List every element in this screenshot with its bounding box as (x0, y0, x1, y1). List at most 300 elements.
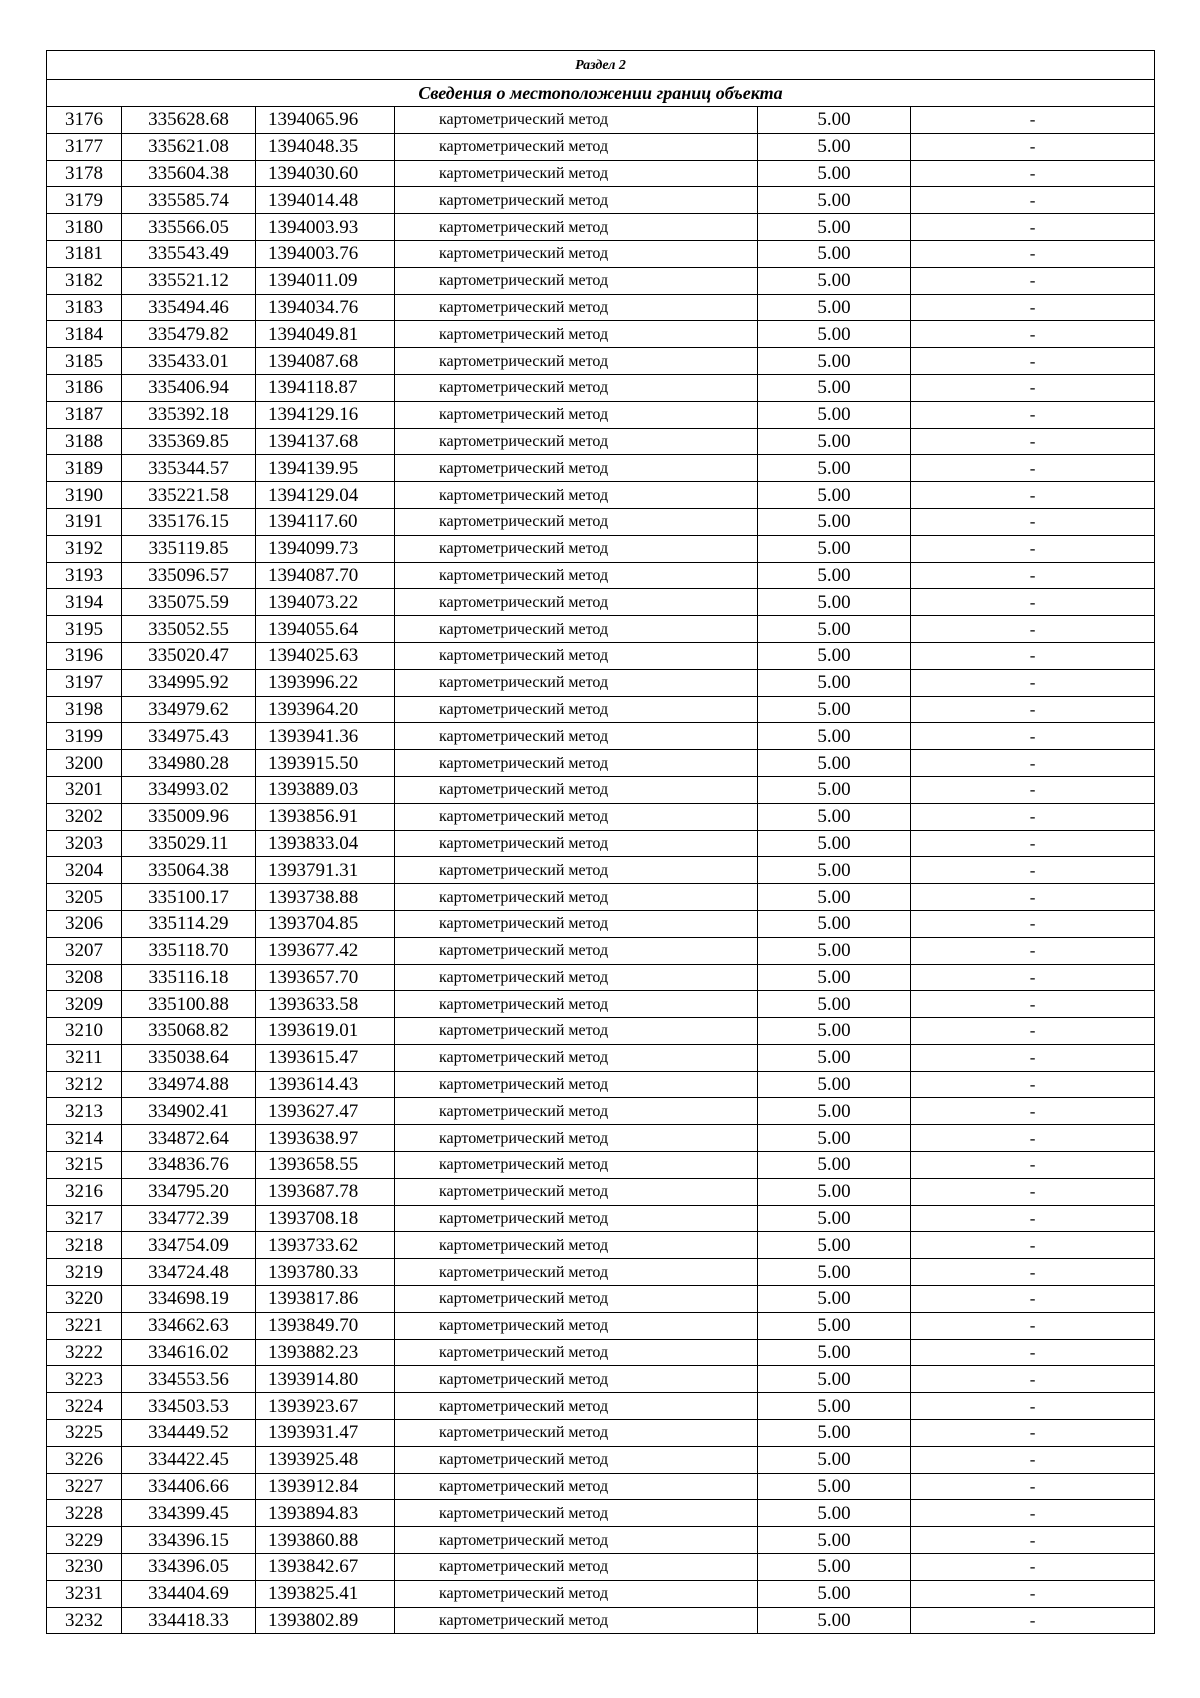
boundary-coordinates-table (46, 50, 1155, 1634)
method-cell: картометрический метод (395, 1259, 758, 1286)
precision-cell: 5.00 (758, 508, 911, 535)
point-number-cell: 3208 (47, 964, 122, 991)
method-cell: картометрический метод (395, 214, 758, 241)
table-row (47, 1312, 1155, 1339)
table-row (47, 294, 1155, 321)
x-coordinate-cell: 335433.01 (122, 348, 256, 375)
x-coordinate-cell: 334974.88 (122, 1071, 256, 1098)
y-coordinate-cell: 1393633.58 (256, 991, 395, 1018)
precision-cell: 5.00 (758, 884, 911, 911)
y-coordinate-cell: 1394137.68 (256, 428, 395, 455)
point-number-cell: 3179 (47, 187, 122, 214)
x-coordinate-cell: 334662.63 (122, 1312, 256, 1339)
description-cell: - (911, 267, 1155, 294)
method-cell: картометрический метод (395, 1312, 758, 1339)
x-coordinate-cell: 334754.09 (122, 1232, 256, 1259)
method-cell: картометрический метод (395, 267, 758, 294)
table-row (47, 401, 1155, 428)
point-number-cell: 3230 (47, 1554, 122, 1581)
precision-cell: 5.00 (758, 214, 911, 241)
point-number-cell: 3225 (47, 1420, 122, 1447)
table-row (47, 1420, 1155, 1447)
description-cell: - (911, 750, 1155, 777)
x-coordinate-cell: 334698.19 (122, 1286, 256, 1313)
method-cell: картометрический метод (395, 616, 758, 643)
precision-cell: 5.00 (758, 964, 911, 991)
table-row (47, 1152, 1155, 1179)
precision-cell: 5.00 (758, 482, 911, 509)
point-number-cell: 3186 (47, 374, 122, 401)
y-coordinate-cell: 1394030.60 (256, 160, 395, 187)
precision-cell: 5.00 (758, 187, 911, 214)
x-coordinate-cell: 335038.64 (122, 1044, 256, 1071)
table-row (47, 991, 1155, 1018)
x-coordinate-cell: 335029.11 (122, 830, 256, 857)
x-coordinate-cell: 335604.38 (122, 160, 256, 187)
y-coordinate-cell: 1394065.96 (256, 107, 395, 134)
description-cell: - (911, 321, 1155, 348)
x-coordinate-cell: 334553.56 (122, 1366, 256, 1393)
table-row (47, 482, 1155, 509)
point-number-cell: 3185 (47, 348, 122, 375)
table-row (47, 1286, 1155, 1313)
point-number-cell: 3219 (47, 1259, 122, 1286)
method-cell: картометрический метод (395, 1125, 758, 1152)
x-coordinate-cell: 335566.05 (122, 214, 256, 241)
point-number-cell: 3204 (47, 857, 122, 884)
x-coordinate-cell: 334795.20 (122, 1178, 256, 1205)
method-cell: картометрический метод (395, 1366, 758, 1393)
precision-cell: 5.00 (758, 1098, 911, 1125)
point-number-cell: 3191 (47, 508, 122, 535)
y-coordinate-cell: 1394099.73 (256, 535, 395, 562)
y-coordinate-cell: 1394011.09 (256, 267, 395, 294)
y-coordinate-cell: 1393833.04 (256, 830, 395, 857)
table-row (47, 321, 1155, 348)
method-cell: картометрический метод (395, 401, 758, 428)
method-cell: картометрический метод (395, 1152, 758, 1179)
table-row (47, 884, 1155, 911)
precision-cell: 5.00 (758, 589, 911, 616)
y-coordinate-cell: 1393912.84 (256, 1473, 395, 1500)
point-number-cell: 3188 (47, 428, 122, 455)
table-row (47, 964, 1155, 991)
table-row (47, 1393, 1155, 1420)
description-cell: - (911, 964, 1155, 991)
y-coordinate-cell: 1393860.88 (256, 1527, 395, 1554)
method-cell: картометрический метод (395, 482, 758, 509)
method-cell: картометрический метод (395, 1098, 758, 1125)
section-label: Раздел 2 (47, 51, 1155, 80)
y-coordinate-cell: 1393614.43 (256, 1071, 395, 1098)
precision-cell: 5.00 (758, 1366, 911, 1393)
description-cell: - (911, 562, 1155, 589)
precision-cell: 5.00 (758, 321, 911, 348)
x-coordinate-cell: 335221.58 (122, 482, 256, 509)
point-number-cell: 3198 (47, 696, 122, 723)
y-coordinate-cell: 1394048.35 (256, 133, 395, 160)
method-cell: картометрический метод (395, 884, 758, 911)
precision-cell: 5.00 (758, 1178, 911, 1205)
method-cell: картометрический метод (395, 857, 758, 884)
method-cell: картометрический метод (395, 1580, 758, 1607)
precision-cell: 5.00 (758, 750, 911, 777)
x-coordinate-cell: 334418.33 (122, 1607, 256, 1634)
precision-cell: 5.00 (758, 267, 911, 294)
description-cell: - (911, 1018, 1155, 1045)
table-row (47, 214, 1155, 241)
table-row (47, 428, 1155, 455)
table-row (47, 455, 1155, 482)
precision-cell: 5.00 (758, 1125, 911, 1152)
precision-cell: 5.00 (758, 1527, 911, 1554)
description-cell: - (911, 133, 1155, 160)
table-row (47, 508, 1155, 535)
table-row (47, 1071, 1155, 1098)
table-row (47, 696, 1155, 723)
table-row (47, 616, 1155, 643)
method-cell: картометрический метод (395, 1232, 758, 1259)
description-cell: - (911, 240, 1155, 267)
description-cell: - (911, 214, 1155, 241)
description-cell: - (911, 374, 1155, 401)
y-coordinate-cell: 1393638.97 (256, 1125, 395, 1152)
description-cell: - (911, 803, 1155, 830)
point-number-cell: 3232 (47, 1607, 122, 1634)
description-cell: - (911, 1366, 1155, 1393)
x-coordinate-cell: 335064.38 (122, 857, 256, 884)
method-cell: картометрический метод (395, 830, 758, 857)
point-number-cell: 3181 (47, 240, 122, 267)
description-cell: - (911, 1071, 1155, 1098)
y-coordinate-cell: 1394003.76 (256, 240, 395, 267)
table-row (47, 1232, 1155, 1259)
method-cell: картометрический метод (395, 1473, 758, 1500)
method-cell: картометрический метод (395, 1018, 758, 1045)
method-cell: картометрический метод (395, 294, 758, 321)
point-number-cell: 3203 (47, 830, 122, 857)
x-coordinate-cell: 334422.45 (122, 1446, 256, 1473)
point-number-cell: 3183 (47, 294, 122, 321)
precision-cell: 5.00 (758, 1339, 911, 1366)
table-row (47, 1339, 1155, 1366)
table-row (47, 1446, 1155, 1473)
method-cell: картометрический метод (395, 535, 758, 562)
method-cell: картометрический метод (395, 428, 758, 455)
y-coordinate-cell: 1393882.23 (256, 1339, 395, 1366)
description-cell: - (911, 937, 1155, 964)
precision-cell: 5.00 (758, 776, 911, 803)
table-row (47, 107, 1155, 134)
description-cell: - (911, 1286, 1155, 1313)
point-number-cell: 3206 (47, 910, 122, 937)
table-row (47, 348, 1155, 375)
y-coordinate-cell: 1393687.78 (256, 1178, 395, 1205)
x-coordinate-cell: 334980.28 (122, 750, 256, 777)
point-number-cell: 3223 (47, 1366, 122, 1393)
point-number-cell: 3199 (47, 723, 122, 750)
point-number-cell: 3228 (47, 1500, 122, 1527)
table-row (47, 240, 1155, 267)
y-coordinate-cell: 1393842.67 (256, 1554, 395, 1581)
description-cell: - (911, 642, 1155, 669)
point-number-cell: 3213 (47, 1098, 122, 1125)
method-cell: картометрический метод (395, 455, 758, 482)
x-coordinate-cell: 335494.46 (122, 294, 256, 321)
precision-cell: 5.00 (758, 1071, 911, 1098)
method-cell: картометрический метод (395, 669, 758, 696)
description-cell: - (911, 696, 1155, 723)
point-number-cell: 3187 (47, 401, 122, 428)
precision-cell: 5.00 (758, 669, 911, 696)
y-coordinate-cell: 1393964.20 (256, 696, 395, 723)
x-coordinate-cell: 335392.18 (122, 401, 256, 428)
y-coordinate-cell: 1394087.68 (256, 348, 395, 375)
table-row (47, 642, 1155, 669)
y-coordinate-cell: 1394087.70 (256, 562, 395, 589)
x-coordinate-cell: 334724.48 (122, 1259, 256, 1286)
y-coordinate-cell: 1394129.04 (256, 482, 395, 509)
point-number-cell: 3182 (47, 267, 122, 294)
method-cell: картометрический метод (395, 723, 758, 750)
x-coordinate-cell: 334503.53 (122, 1393, 256, 1420)
y-coordinate-cell: 1393817.86 (256, 1286, 395, 1313)
x-coordinate-cell: 335344.57 (122, 455, 256, 482)
precision-cell: 5.00 (758, 1554, 911, 1581)
point-number-cell: 3176 (47, 107, 122, 134)
table-row (47, 1527, 1155, 1554)
y-coordinate-cell: 1393856.91 (256, 803, 395, 830)
description-cell: - (911, 482, 1155, 509)
x-coordinate-cell: 334449.52 (122, 1420, 256, 1447)
y-coordinate-cell: 1393925.48 (256, 1446, 395, 1473)
x-coordinate-cell: 335176.15 (122, 508, 256, 535)
y-coordinate-cell: 1393627.47 (256, 1098, 395, 1125)
point-number-cell: 3200 (47, 750, 122, 777)
point-number-cell: 3207 (47, 937, 122, 964)
precision-cell: 5.00 (758, 1500, 911, 1527)
y-coordinate-cell: 1393658.55 (256, 1152, 395, 1179)
x-coordinate-cell: 335020.47 (122, 642, 256, 669)
point-number-cell: 3218 (47, 1232, 122, 1259)
y-coordinate-cell: 1394118.87 (256, 374, 395, 401)
method-cell: картометрический метод (395, 187, 758, 214)
point-number-cell: 3197 (47, 669, 122, 696)
x-coordinate-cell: 335096.57 (122, 562, 256, 589)
x-coordinate-cell: 335479.82 (122, 321, 256, 348)
x-coordinate-cell: 335521.12 (122, 267, 256, 294)
table-row (47, 1500, 1155, 1527)
point-number-cell: 3224 (47, 1393, 122, 1420)
method-cell: картометрический метод (395, 589, 758, 616)
y-coordinate-cell: 1394073.22 (256, 589, 395, 616)
x-coordinate-cell: 335116.18 (122, 964, 256, 991)
precision-cell: 5.00 (758, 1259, 911, 1286)
table-row (47, 937, 1155, 964)
y-coordinate-cell: 1393802.89 (256, 1607, 395, 1634)
precision-cell: 5.00 (758, 830, 911, 857)
description-cell: - (911, 401, 1155, 428)
y-coordinate-cell: 1394003.93 (256, 214, 395, 241)
x-coordinate-cell: 334993.02 (122, 776, 256, 803)
y-coordinate-cell: 1393825.41 (256, 1580, 395, 1607)
table-row (47, 1473, 1155, 1500)
point-number-cell: 3205 (47, 884, 122, 911)
table-row (47, 589, 1155, 616)
description-cell: - (911, 1312, 1155, 1339)
method-cell: картометрический метод (395, 1420, 758, 1447)
point-number-cell: 3212 (47, 1071, 122, 1098)
point-number-cell: 3226 (47, 1446, 122, 1473)
y-coordinate-cell: 1393704.85 (256, 910, 395, 937)
y-coordinate-cell: 1393677.42 (256, 937, 395, 964)
point-number-cell: 3190 (47, 482, 122, 509)
description-cell: - (911, 535, 1155, 562)
description-cell: - (911, 1554, 1155, 1581)
description-cell: - (911, 669, 1155, 696)
description-cell: - (911, 1527, 1155, 1554)
method-cell: картометрический метод (395, 374, 758, 401)
table-row (47, 750, 1155, 777)
point-number-cell: 3178 (47, 160, 122, 187)
description-cell: - (911, 1393, 1155, 1420)
x-coordinate-cell: 335119.85 (122, 535, 256, 562)
x-coordinate-cell: 335100.17 (122, 884, 256, 911)
point-number-cell: 3177 (47, 133, 122, 160)
method-cell: картометрический метод (395, 1044, 758, 1071)
precision-cell: 5.00 (758, 428, 911, 455)
precision-cell: 5.00 (758, 1286, 911, 1313)
point-number-cell: 3209 (47, 991, 122, 1018)
y-coordinate-cell: 1393941.36 (256, 723, 395, 750)
description-cell: - (911, 107, 1155, 134)
precision-cell: 5.00 (758, 1473, 911, 1500)
y-coordinate-cell: 1393996.22 (256, 669, 395, 696)
x-coordinate-cell: 334772.39 (122, 1205, 256, 1232)
description-cell: - (911, 991, 1155, 1018)
description-cell: - (911, 1500, 1155, 1527)
x-coordinate-cell: 335118.70 (122, 937, 256, 964)
table-row (47, 910, 1155, 937)
description-cell: - (911, 294, 1155, 321)
x-coordinate-cell: 335543.49 (122, 240, 256, 267)
point-number-cell: 3193 (47, 562, 122, 589)
point-number-cell: 3227 (47, 1473, 122, 1500)
description-cell: - (911, 1420, 1155, 1447)
description-cell: - (911, 910, 1155, 937)
x-coordinate-cell: 334396.15 (122, 1527, 256, 1554)
method-cell: картометрический метод (395, 133, 758, 160)
description-cell: - (911, 1446, 1155, 1473)
precision-cell: 5.00 (758, 160, 911, 187)
y-coordinate-cell: 1394055.64 (256, 616, 395, 643)
description-cell: - (911, 428, 1155, 455)
x-coordinate-cell: 335585.74 (122, 187, 256, 214)
precision-cell: 5.00 (758, 1044, 911, 1071)
precision-cell: 5.00 (758, 1607, 911, 1634)
table-row (47, 1580, 1155, 1607)
point-number-cell: 3215 (47, 1152, 122, 1179)
precision-cell: 5.00 (758, 1446, 911, 1473)
x-coordinate-cell: 334902.41 (122, 1098, 256, 1125)
table-row (47, 857, 1155, 884)
description-cell: - (911, 830, 1155, 857)
precision-cell: 5.00 (758, 937, 911, 964)
method-cell: картометрический метод (395, 321, 758, 348)
description-cell: - (911, 1125, 1155, 1152)
x-coordinate-cell: 335075.59 (122, 589, 256, 616)
precision-cell: 5.00 (758, 535, 911, 562)
y-coordinate-cell: 1394129.16 (256, 401, 395, 428)
point-number-cell: 3192 (47, 535, 122, 562)
table-row (47, 1018, 1155, 1045)
y-coordinate-cell: 1394014.48 (256, 187, 395, 214)
table-row (47, 1366, 1155, 1393)
table-row (47, 1554, 1155, 1581)
point-number-cell: 3211 (47, 1044, 122, 1071)
x-coordinate-cell: 335009.96 (122, 803, 256, 830)
point-number-cell: 3210 (47, 1018, 122, 1045)
method-cell: картометрический метод (395, 776, 758, 803)
table-row (47, 1098, 1155, 1125)
x-coordinate-cell: 334836.76 (122, 1152, 256, 1179)
y-coordinate-cell: 1393780.33 (256, 1259, 395, 1286)
point-number-cell: 3196 (47, 642, 122, 669)
description-cell: - (911, 1044, 1155, 1071)
precision-cell: 5.00 (758, 1232, 911, 1259)
method-cell: картометрический метод (395, 1554, 758, 1581)
description-cell: - (911, 589, 1155, 616)
method-cell: картометрический метод (395, 1071, 758, 1098)
point-number-cell: 3231 (47, 1580, 122, 1607)
precision-cell: 5.00 (758, 723, 911, 750)
precision-cell: 5.00 (758, 107, 911, 134)
x-coordinate-cell: 334995.92 (122, 669, 256, 696)
method-cell: картометрический метод (395, 1393, 758, 1420)
x-coordinate-cell: 335068.82 (122, 1018, 256, 1045)
point-number-cell: 3194 (47, 589, 122, 616)
method-cell: картометрический метод (395, 696, 758, 723)
method-cell: картометрический метод (395, 750, 758, 777)
method-cell: картометрический метод (395, 937, 758, 964)
precision-cell: 5.00 (758, 1018, 911, 1045)
precision-cell: 5.00 (758, 562, 911, 589)
table-row (47, 562, 1155, 589)
y-coordinate-cell: 1393923.67 (256, 1393, 395, 1420)
point-number-cell: 3195 (47, 616, 122, 643)
title-header-row (47, 80, 1155, 107)
y-coordinate-cell: 1394117.60 (256, 508, 395, 535)
method-cell: картометрический метод (395, 964, 758, 991)
precision-cell: 5.00 (758, 374, 911, 401)
table-row (47, 669, 1155, 696)
x-coordinate-cell: 334616.02 (122, 1339, 256, 1366)
method-cell: картометрический метод (395, 991, 758, 1018)
table-row (47, 776, 1155, 803)
x-coordinate-cell: 334872.64 (122, 1125, 256, 1152)
method-cell: картометрический метод (395, 508, 758, 535)
description-cell: - (911, 455, 1155, 482)
precision-cell: 5.00 (758, 401, 911, 428)
method-cell: картометрический метод (395, 1446, 758, 1473)
method-cell: картометрический метод (395, 1205, 758, 1232)
precision-cell: 5.00 (758, 1420, 911, 1447)
table-row (47, 803, 1155, 830)
description-cell: - (911, 1259, 1155, 1286)
table-row (47, 1178, 1155, 1205)
description-cell: - (911, 1232, 1155, 1259)
table-title: Сведения о местоположении границ объекта (47, 80, 1155, 107)
